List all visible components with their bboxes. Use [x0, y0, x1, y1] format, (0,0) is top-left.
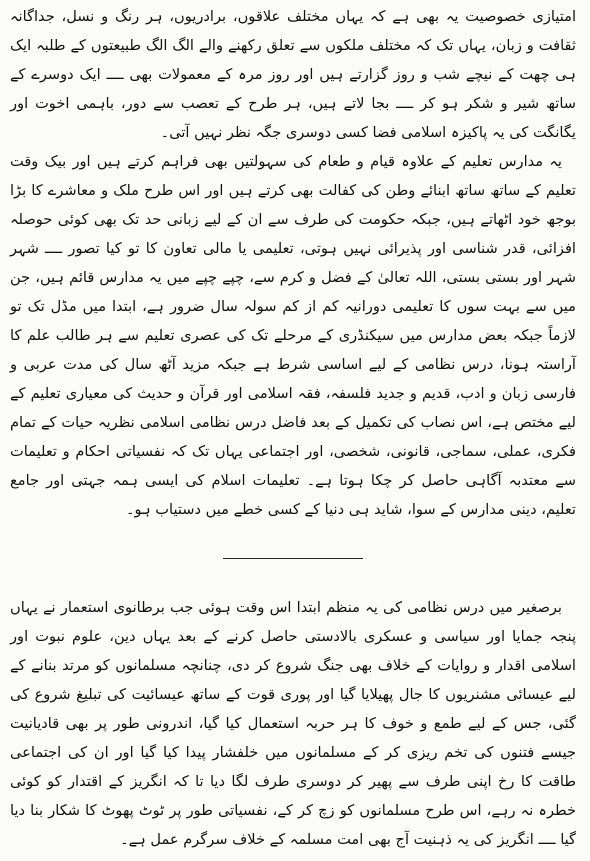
paragraph: امتیازی خصوصیت یہ بھی ہے کہ یہاں مختلف علاقوں، برادریوں، ہر رنگ و نسل، جداگانہ ثقافت و زبان، یہاں تک کہ مختلف ملکوں سے تعلق رکھنے والے الگ الگ طبیعتوں کے طلبہ ایک ہی چھت کے نیچے شب و روز گزارتے ہیں اور روز مرہ کے معمولات بھی ــــ ایک دوسرے کے ساتھ شیر و شکر ہو کر ــــ بجا لاتے ہیں، ہر طرح کے تعصب سے دور، باہمی اخوت اور یگانگت کی یہ پاکیزہ اسلامی فضا کسی دوسری جگہ نظر نہیں آتی۔ [10, 8, 576, 141]
section-two [10, 593, 576, 854]
paragraph: برصغیر میں درس نظامی کی یہ منظم ابتدا اس وقت ہوئی جب برطانوی استعمار نے یہاں پنجہ جمایا اور سیاسی و عسکری بالادستی حاصل کرنے کے بعد یہاں دین، علوم نبوت اور اسلامی اقدار و روایات کے خلاف بھی جنگ شروع کر دی، چنانچہ مسلمانوں کو مرتد بنانے کے لیے عیسائی مشنریوں کا جال پھیلایا گیا اور پوری قوت کے ساتھ عیسائیت کی تبلیغ شروع کی گئی، جس کے لیے طمع و خوف کا ہر حربہ استعمال کیا گیا، اندرونی طور پر بھی قادیانیت جیسے فتنوں کی تخم ریزی کر کے مسلمانوں میں خلفشار پیدا کیا گیا اور ان کی اجتماعی طاقت کا رخ اپنی طرف سے پھیر کر دوسری طرف لگا دیا تا کہ انگریز کے اقتدار کو کوئی خطرہ نہ رہے، اس طرح مسلمانوں کو زچ کر کے، نفسیاتی طور پر ٹوٹ پھوٹ کا شکار بنا دیا گیا ــــ انگریز کی یہ ذہنیت آج بھی امت مسلمہ کے خلاف سرگرم عمل ہے۔ [10, 599, 576, 848]
section-one [10, 2, 576, 524]
section-divider [223, 558, 363, 559]
paragraph: یہ مدارس تعلیم کے علاوہ قیام و طعام کی سہولتیں بھی فراہم کرتے ہیں اور بیک وقت تعلیم کے ساتھ ساتھ ابنائے وطن کی کفالت بھی کرتے ہیں اور اس طرح ملک و معاشرے کا بڑا بوجھ خود اٹھاتے ہیں، جبکہ حکومت کی طرف سے ان کے لیے زبانی حد تک بھی کوئی حوصلہ افزائی، قدر شناسی اور پذیرائی نہیں ہوتی، تعلیمی یا مالی تعاون کا تو کیا تصور ــــ شہر شہر اور بستی بستی، اللہ تعالیٰ کے فضل و کرم سے، چپے چپے میں یہ مدارس قائم ہیں، جن میں سے بہت سوں کا تعلیمی دورانیہ کم از کم سولہ سال ضرور ہے، ابتدا میں مڈل تک تو لازماً جبکہ بعض مدارس میں سیکنڈری کے مرحلے تک کی عصری تعلیم سے ہر طالب علم کا آراستہ ہونا، درس نظامی کے لیے اساسی شرط ہے جبکہ مزید آٹھ سال کی مدت عربی و فارسی زبان و ادب، قدیم و جدید فلسفہ، فقہ اسلامی اور قرآن و حدیث کی معیاری تعلیم کے لیے مختص ہے، اس نصاب کی تکمیل کے بعد فاضل درس نظامی اسلامی نظریہ حیات کے تمام فکری، عملی، سماجی، قانونی، شخصی، اور اجتماعی یہاں تک کہ نفسیاتی احکام و تعلیمات سے معتدبہ آگاہی حاصل کر چکا ہوتا ہے۔ تعلیمات اسلام کی ایسی ہمہ جہتی اور جامع تعلیم، دینی مدارس کے سوا، شاید ہی دنیا کے کسی خطے میں دستیاب ہو۔ [10, 153, 576, 518]
